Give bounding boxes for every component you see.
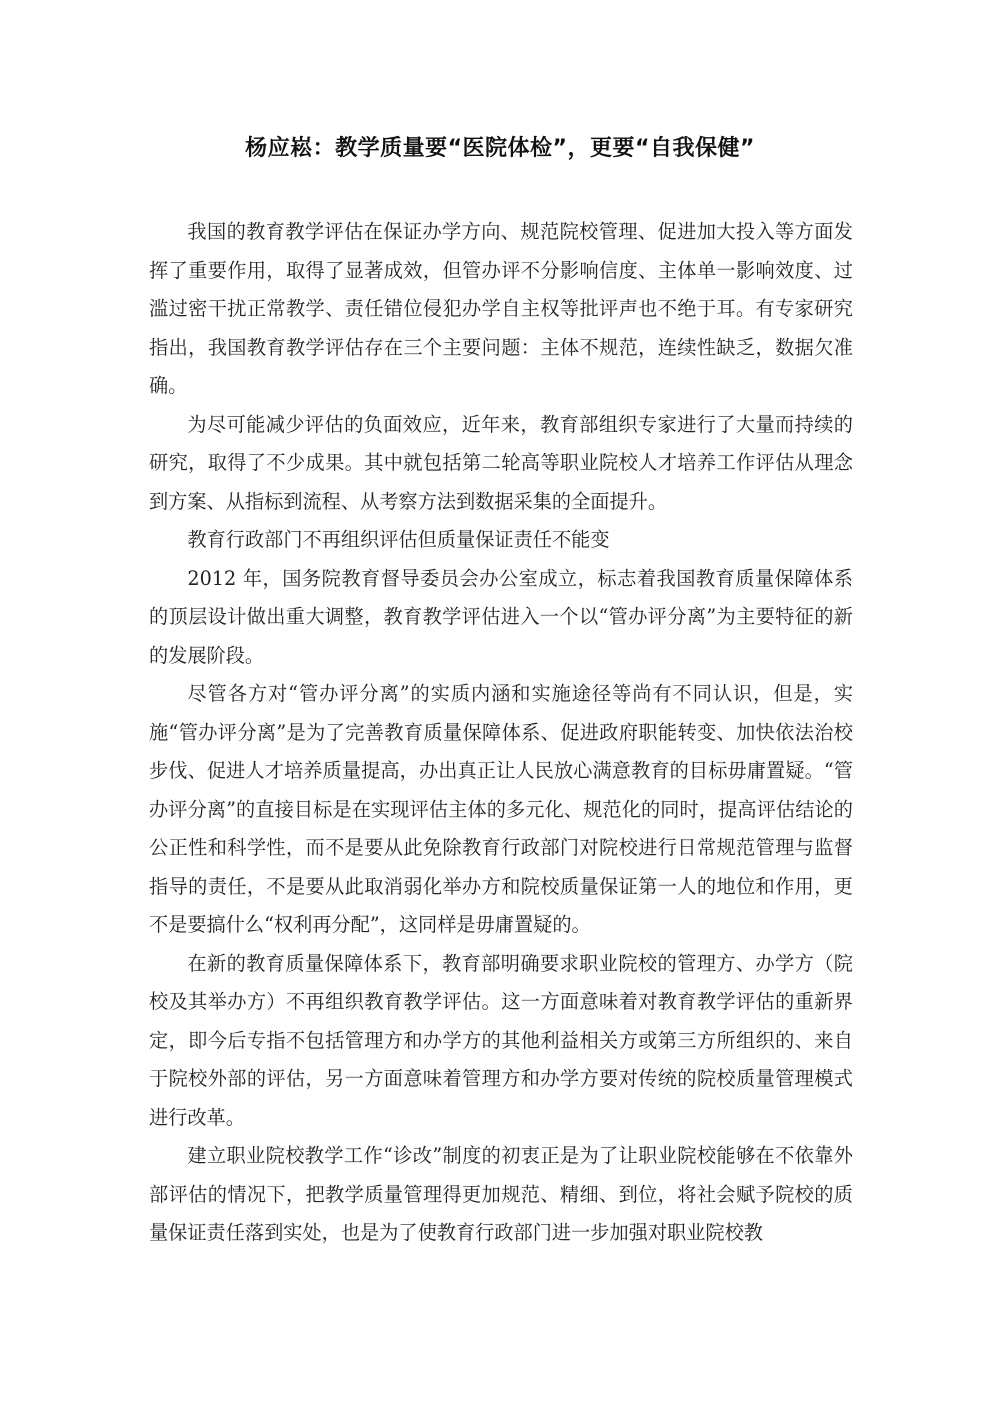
paragraph-4: 尽管各方对“管办评分离”的实质内涵和实施途径等尚有不同认识，但是，实施“管办评分离”是为了完善教育质量保障体系、促进政府职能转变、加快依法治校步伐、促进人才培养质量提高，办出真正让人民放心满意教育的目标毋庸置疑。“管办评分离”的直接目标是在实现评估主体的多元化、规范化的同时，提高评估结论的公正性和科学性，而不是要从此免除教育行政部门对院校进行日常规范管理与监督指导的责任，不是要从此取消弱化举办方和院校质量保证第一人的地位和作用，更不是要搞什么“权利再分配”，这同样是毋庸置疑的。 — [149, 682, 853, 936]
paragraph-6: 建立职业院校教学工作“诊改”制度的初衷正是为了让职业院校能够在不依靠外部评估的情况下，把教学质量管理得更加规范、精细、到位，将社会赋予院校的质量保证责任落到实处，也是为了使教育行政部门进一步加强对职业院校教 — [149, 1144, 853, 1244]
section-heading: 教育行政部门不再组织评估但质量保证责任不能变 — [187, 528, 610, 551]
article-title: 杨应崧：教学质量要“医院体检”，更要“自我保健” — [245, 136, 755, 161]
article-body — [149, 213, 853, 1253]
paragraph-3: 2012 年，国务院教育督导委员会办公室成立，标志着我国教育质量保障体系的顶层设计做出重大调整，教育教学评估进入一个以“管办评分离”为主要特征的新的发展阶段。 — [149, 566, 853, 667]
paragraph-5: 在新的教育质量保障体系下，教育部明确要求职业院校的管理方、办学方（院校及其举办方）不再组织教育教学评估。这一方面意味着对教育教学评估的重新界定，即今后专指不包括管理方和办学方的其他利益相关方或第三方所组织的、来自于院校外部的评估，另一方面意味着管理方和办学方要对传统的院校质量管理模式进行改革。 — [149, 951, 853, 1129]
paragraph-1: 我国的教育教学评估在保证办学方向、规范院校管理、促进加大投入等方面发挥了重要作用，取得了显著成效，但管办评不分影响信度、主体单一影响效度、过滥过密干扰正常教学、责任错位侵犯办学自主权等批评声也不绝于耳。有专家研究指出，我国教育教学评估存在三个主要问题：主体不规范，连续性缺乏，数据欠准确。 — [149, 220, 853, 397]
paragraph-2: 为尽可能减少评估的负面效应，近年来，教育部组织专家进行了大量而持续的研究，取得了不少成果。其中就包括第二轮高等职业院校人才培养工作评估从理念到方案、从指标到流程、从考察方法到数据采集的全面提升。 — [149, 412, 853, 513]
